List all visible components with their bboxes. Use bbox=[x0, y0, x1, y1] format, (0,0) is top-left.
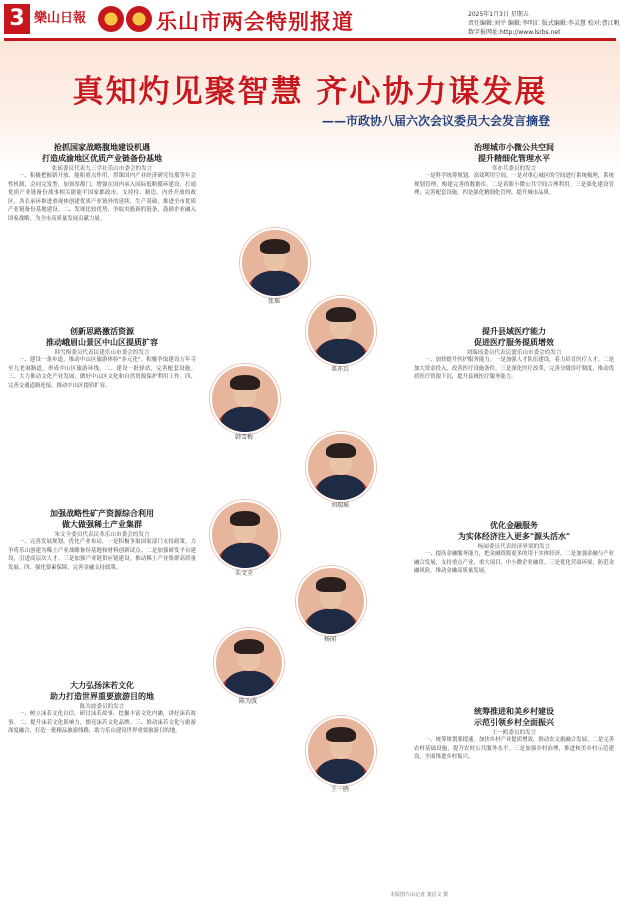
page-number: 3 bbox=[4, 4, 30, 34]
portrait-caption: 王一鸥 bbox=[330, 786, 349, 793]
article-byline: 朱文全委员代表民革乐山市委会的发言 bbox=[54, 532, 150, 538]
article-headline: 抢抓国家战略腹地建设机遇 bbox=[54, 143, 150, 152]
article-headline-2: 为实体经济注入更多"源头活水" bbox=[457, 532, 571, 541]
portrait-photo bbox=[210, 364, 280, 434]
editors-line: 责任编辑:刘平 编辑:李明汇 版式编辑:李灵慧 校对:曹江帆 bbox=[468, 20, 620, 27]
portrait-photo bbox=[240, 228, 310, 298]
article-body: 一、统筹规划要提速。加快乡村产业提质增效，推动农文旅融合发展。二是完善农村基础设施，提升农村公共服务水平。三是加强乡村治理，推进和美乡村示范建设，全面推进乡村振兴。 bbox=[414, 737, 614, 761]
cppcc-emblem-icon bbox=[126, 6, 152, 32]
portrait-photo bbox=[296, 566, 366, 636]
article-byline: 张瑶委员代表九三学社乐山市委会的发言 bbox=[51, 166, 153, 172]
section-title: 乐山市两会特别报道 bbox=[156, 10, 354, 34]
portrait-caption: 杨闻 bbox=[323, 636, 336, 643]
portrait-caption: 张瑶 bbox=[267, 298, 280, 305]
article-body: 一、积极把握新开放、能积重点作用，得课国内产业经济研究每那等年会性机制，会同完发型，加领厚都门，增强在国内承入国际低略循环建设，打通优质产业链备份战事相关能能平国家都政市，支持持、制造、内外开放的政区，各长承环推进重视体创建优质产业链外的延续、生产基础，推进全市优质产业链备份基地建设。二、发现比较优势，争取央能新的链条，鼓励企业融入国家战略，为全市高质量发展贡献力量。 bbox=[8, 173, 196, 222]
article-3 bbox=[8, 508, 196, 658]
newspaper-masthead: 樂山日報 bbox=[34, 11, 87, 26]
article-body: 一、建设一条步道，推动中山区旅游体验"多元化"。积极争取建设万年寺至九老洞路道，形成中山区旅游环线。二、建设一批驿站，完善配套设施。三、大力推动文化产业发展，做好中山区文化和自然资源保护利用工作。四、完善交通道路连接，推动中山区提质扩容。 bbox=[8, 357, 196, 389]
article-body: 一是科学统筹规划，高效利用空间。一是对重心城区的空间进行系统梳理，系统规划管理，构建完善的数据库。二是着眼小微公共空间合理利用。三是强化建设管理，完善配套设施。四是强化精细化管理，提升城市品质。 bbox=[414, 173, 614, 197]
article-byline: 杨闻委员代表经济界别的发言 bbox=[477, 544, 551, 550]
article-8 bbox=[414, 706, 614, 886]
article-5 bbox=[414, 142, 614, 322]
portrait-caption: 朱文全 bbox=[234, 570, 253, 577]
portrait-photo bbox=[306, 716, 376, 786]
article-headline-2: 推动峨眉山景区中山区提质扩容 bbox=[46, 338, 158, 347]
portrait-caption: 陈为波 bbox=[238, 698, 257, 705]
article-headline: 统筹推进和美乡村建设 bbox=[474, 707, 554, 716]
main-title: 真知灼见聚智慧 齐心协力谋发展 bbox=[72, 74, 548, 110]
portrait-photo bbox=[306, 296, 376, 366]
portrait-caption: 辜亦兵 bbox=[330, 366, 349, 373]
article-6 bbox=[414, 326, 614, 511]
article-headline-2: 打造成渝地区优质产业链备份基地 bbox=[42, 154, 162, 163]
article-body: 一、提高金融服务能力，把金融资源更多的用于实体经济。二是加强金融与产业融合发展，支持重点产业、重大项目、中小微企业融资。三是优化营商环境，防范金融风险，推动金融高质量发展。 bbox=[414, 551, 614, 575]
article-headline: 大力弘扬沫若文化 bbox=[70, 681, 134, 690]
article-4 bbox=[8, 680, 196, 885]
article-byline: 陈为波委员的发言 bbox=[79, 704, 125, 710]
portrait-photo bbox=[210, 500, 280, 570]
article-headline-2: 做大做强稀土产业集群 bbox=[62, 520, 142, 529]
article-headline: 加强战略性矿产资源综合利用 bbox=[50, 509, 154, 518]
article-headline-2: 促进医疗服务提质增效 bbox=[474, 338, 554, 347]
portrait-caption: 刘瑞瑶 bbox=[330, 502, 349, 509]
article-1 bbox=[8, 142, 196, 318]
article-byline: 刘瑞瑶委员代表民盟乐山市委会的发言 bbox=[466, 350, 562, 356]
portrait-caption: 韩雪梅 bbox=[234, 434, 253, 441]
portrait-photo bbox=[214, 628, 284, 698]
article-2 bbox=[8, 326, 196, 498]
article-byline: 王一鸥委员的发言 bbox=[491, 730, 537, 736]
article-headline: 治理城市小微公共空间 bbox=[474, 143, 554, 152]
article-headline: 创新思路激活资源 bbox=[70, 327, 134, 336]
article-byline: 韩雪梅委员代表民建乐山市委会的发言 bbox=[54, 350, 150, 356]
article-headline: 提升县域医疗能力 bbox=[482, 327, 546, 336]
article-7 bbox=[414, 520, 614, 700]
article-headline-2: 提升精细化管理水平 bbox=[478, 154, 550, 163]
article-headline: 优化金融服务 bbox=[490, 521, 538, 530]
photo-credit: 本版图片由记者 龚启文 摄 bbox=[390, 892, 449, 898]
edition-url: 数字报网址:http://www.lsrbs.net bbox=[468, 29, 561, 36]
article-headline-2: 示范引领乡村全面振兴 bbox=[474, 718, 554, 727]
article-body: 一、完善发展规划。优化产业布局，一是积极争取国家部门支持政策，力争将乐山创建为稀土产业战略备份基地和材料创新试点。二是加强研发平台建设，引进高层次人才。三是加强产业链供应链建设，推动稀土产业集群高质量发展。四、强化要素保障，完善金融支持政策。 bbox=[8, 539, 196, 571]
date-line: 2025年1月3日 星期五 bbox=[468, 11, 529, 18]
article-body: 一、树立沫若文化自信。研讨沫若故事，挖掘丰富文化内涵，讲好沫若故事。二、提升沫若文化影响力，擦亮沫若文化品牌。三、推动沫若文化与旅游深度融合，打造一批精品旅游线路，助力乐山建设世界重要旅游目的地。 bbox=[8, 711, 196, 735]
article-body: 一、加快提升医护服务能力。一是加强人才队伍建设，着力培育医疗人才。二是加大资金投入，改善医疗设施条件。三是深化医疗改革，完善分级诊疗制度，推动优质医疗资源下沉，提升县域医疗服务能力。 bbox=[414, 357, 614, 381]
portrait-photo bbox=[306, 432, 376, 502]
party-emblem-icon bbox=[98, 6, 124, 32]
article-byline: 辜亦兵委员的发言 bbox=[491, 166, 537, 172]
subtitle: ——市政协八届六次会议委员大会发言摘登 bbox=[321, 114, 550, 128]
article-headline-2: 助力打造世界重要旅游目的地 bbox=[50, 692, 154, 701]
